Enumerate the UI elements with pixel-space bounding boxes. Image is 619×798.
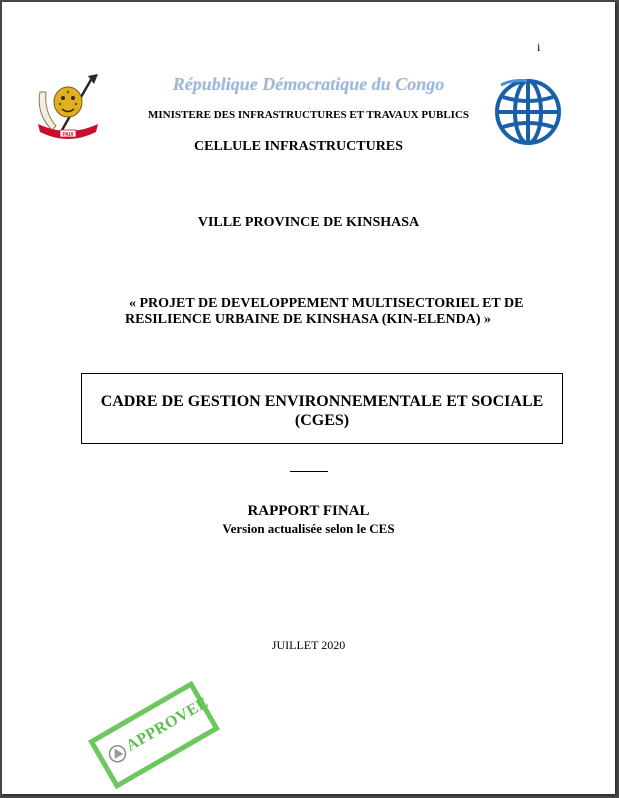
stamp-text: APPROVEE bbox=[123, 693, 212, 755]
ville-province: VILLE PROVINCE DE KINSHASA bbox=[197, 215, 420, 230]
ministry-name: MINISTERE DES INFRASTRUCTURES ET TRAVAUX PUBLICS bbox=[147, 109, 470, 121]
approved-stamp bbox=[88, 681, 220, 789]
cges-title-line-1: CADRE DE GESTION ENVIRONNEMENTALE ET SOCIALE bbox=[100, 393, 544, 410]
project-title bbox=[125, 296, 545, 328]
cges-title-box bbox=[81, 373, 563, 444]
page-number: i bbox=[537, 40, 541, 54]
cellule-name: CELLULE INFRASTRUCTURES bbox=[194, 139, 403, 154]
document-page bbox=[2, 2, 615, 794]
separator-line bbox=[290, 471, 328, 472]
report-title: RAPPORT FINAL bbox=[247, 503, 370, 519]
republic-title: République Démocratique du Congo bbox=[172, 74, 445, 94]
report-version: Version actualisée selon le CES bbox=[222, 521, 395, 536]
project-title-line-2: RESILIENCE URBAINE DE KINSHASA (KIN-ELENDA) » bbox=[125, 312, 492, 327]
project-title-line-1: « PROJET DE DEVELOPPEMENT MULTISECTORIEL ET DE bbox=[129, 296, 524, 311]
svg-text:PAIX: PAIX bbox=[62, 132, 74, 138]
report-date: JUILLET 2020 bbox=[271, 638, 346, 652]
cges-title-line-2: (CGES) bbox=[294, 412, 350, 429]
